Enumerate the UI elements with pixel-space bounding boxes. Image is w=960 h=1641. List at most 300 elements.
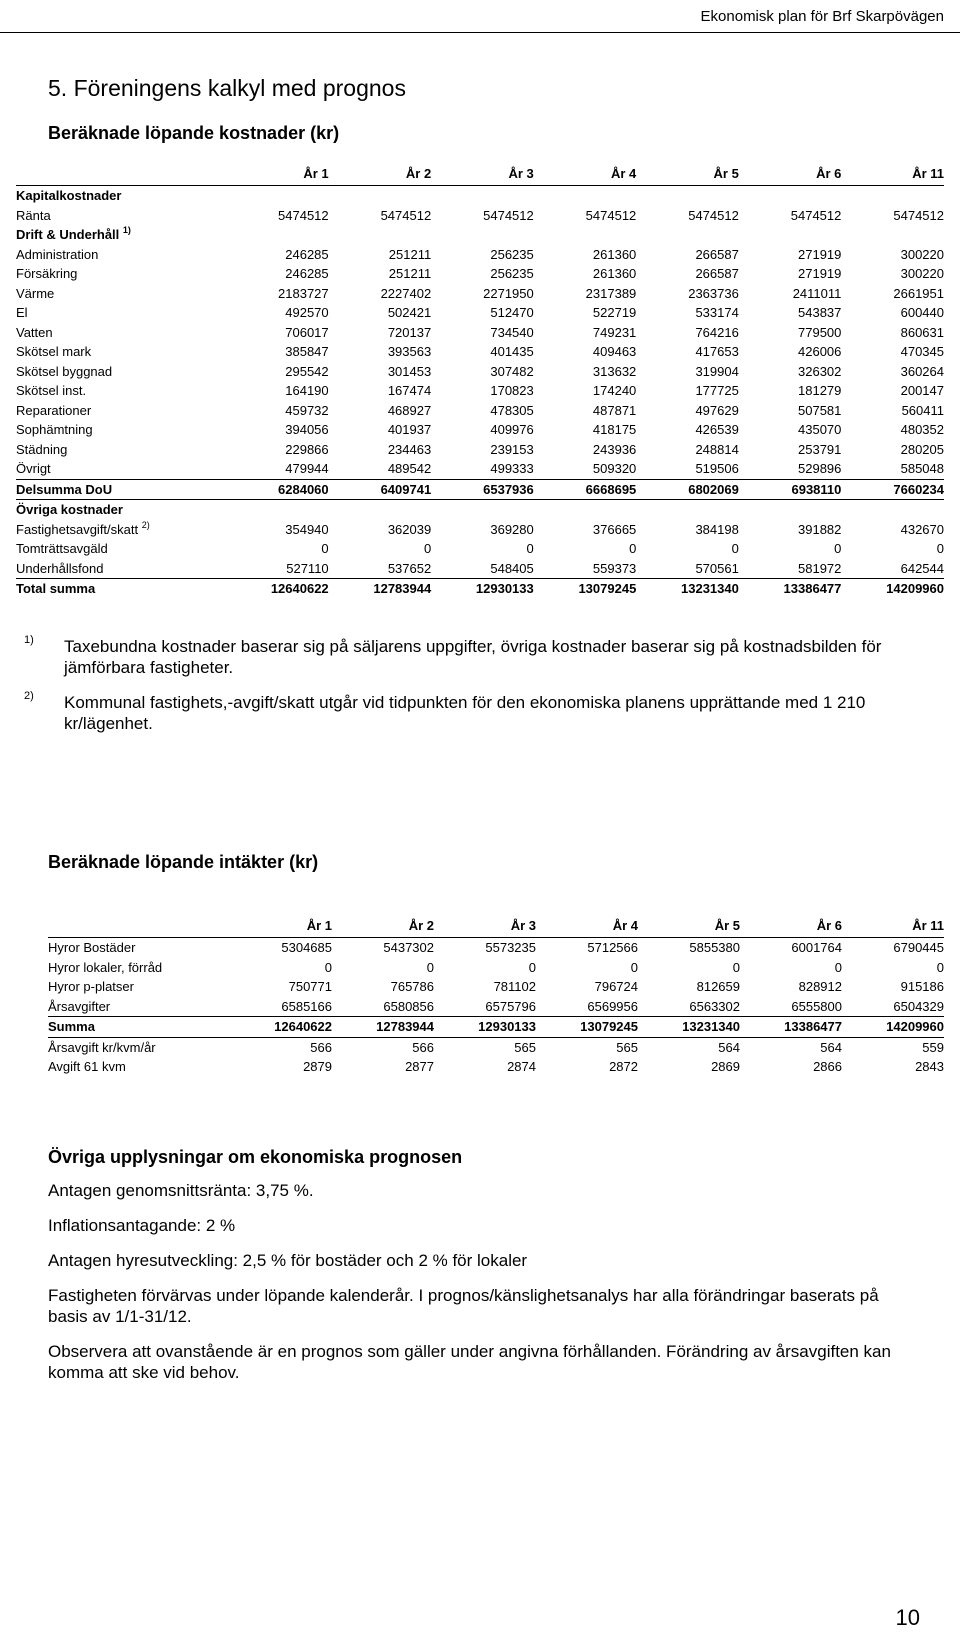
info-heading: Övriga upplysningar om ekonomiska prognosen — [48, 1147, 463, 1167]
info-paragraph: Fastigheten förvärvas under löpande kalenderår. I prognos/känslighetsanalys har alla förändringar baserats på basis av 1/1-31/12. — [48, 1286, 879, 1326]
income-cell: 0 — [834, 959, 842, 975]
costs-cell: 6938110 — [739, 479, 842, 500]
income-row-label-text: Avgift 61 kvm — [48, 1059, 126, 1074]
costs-cell: 581972 — [798, 560, 842, 576]
income-cell: 2866 — [813, 1059, 842, 1074]
costs-cell: 764216 — [695, 324, 739, 340]
costs-cell: 393563 — [387, 344, 432, 359]
income-row-label-text: Hyror p-platser — [48, 979, 134, 994]
income-header-blank — [48, 915, 230, 938]
costs-cell — [431, 500, 534, 520]
costs-cell: 266587 — [695, 246, 739, 262]
income-row-label-text: Hyror Bostäder — [48, 940, 136, 955]
costs-cell: 470345 — [900, 344, 944, 359]
costs-cell: 248814 — [695, 441, 739, 457]
costs-cell: 5474512 — [483, 207, 534, 223]
costs-cell — [431, 225, 534, 245]
costs-cell: 384198 — [695, 521, 739, 537]
income-cell: 796724 — [594, 979, 638, 994]
costs-cell — [534, 225, 637, 245]
income-column-header: År 2 — [332, 915, 434, 938]
costs-cell — [226, 186, 329, 206]
costs-cell: 537652 — [387, 560, 432, 576]
costs-cell: 487871 — [592, 402, 637, 418]
section-title: 5. Föreningens kalkyl med prognos — [48, 75, 406, 101]
costs-cell: 0 — [629, 541, 637, 556]
income-cell: 564 — [820, 1039, 842, 1055]
costs-cell — [841, 186, 944, 206]
costs-row-label-text: Värme — [16, 285, 55, 301]
costs-cell — [841, 225, 944, 245]
costs-cell: 394056 — [285, 422, 329, 437]
costs-cell: 0 — [423, 541, 432, 556]
costs-row-label — [16, 459, 226, 479]
costs-cell: 14209960 — [841, 579, 944, 599]
costs-cell: 360264 — [900, 363, 944, 379]
costs-cell: 560411 — [901, 402, 944, 418]
costs-cell: 369280 — [490, 521, 534, 537]
income-cell: 566 — [310, 1039, 332, 1055]
costs-cell — [841, 500, 944, 520]
costs-cell: 261360 — [592, 266, 637, 281]
costs-row — [16, 323, 944, 343]
costs-row-label-text: Reparationer — [16, 402, 92, 418]
costs-cell: 234463 — [387, 441, 432, 457]
costs-cell — [739, 500, 842, 520]
income-cell: 2869 — [711, 1059, 740, 1074]
costs-cell: 509320 — [592, 461, 637, 476]
income-row-label — [48, 1017, 230, 1038]
costs-cell: 0 — [936, 541, 944, 556]
costs-cell: 478305 — [490, 402, 534, 418]
costs-cell: 0 — [834, 541, 842, 556]
footnote-reference: 2) — [141, 519, 150, 530]
costs-cell: 256235 — [490, 266, 534, 281]
costs-cell: 432670 — [900, 521, 944, 537]
costs-cell: 174240 — [592, 383, 637, 398]
costs-cell: 426006 — [798, 344, 842, 359]
income-cell: 828912 — [798, 979, 842, 994]
costs-cell: 2183727 — [278, 285, 329, 301]
costs-row-label-text: Övriga kostnader — [16, 502, 123, 517]
costs-row — [16, 245, 944, 265]
costs-cell: 6284060 — [226, 479, 329, 500]
income-row — [48, 977, 944, 997]
income-cell: 5712566 — [587, 940, 638, 955]
income-cell: 6580856 — [383, 998, 434, 1014]
costs-row-label — [16, 362, 226, 382]
footnote — [24, 692, 924, 734]
costs-row-label — [16, 479, 226, 500]
income-cell: 0 — [324, 959, 332, 975]
costs-cell — [431, 186, 534, 206]
income-cell: 2877 — [405, 1059, 434, 1074]
costs-cell: 426539 — [695, 422, 739, 437]
costs-row — [16, 303, 944, 323]
costs-heading: Beräknade löpande kostnader (kr) — [48, 123, 340, 143]
costs-cell: 313632 — [592, 363, 637, 379]
income-cell: 13079245 — [536, 1017, 638, 1038]
costs-row — [16, 500, 944, 520]
income-cell: 2879 — [303, 1059, 332, 1074]
income-row-label-text: Hyror lokaler, förråd — [48, 959, 163, 975]
costs-cell: 5474512 — [278, 207, 329, 223]
costs-cell: 860631 — [900, 324, 944, 340]
income-cell: 6563302 — [689, 998, 740, 1014]
costs-cell: 251211 — [388, 246, 432, 262]
costs-header-blank — [16, 163, 226, 186]
costs-cell: 779500 — [798, 324, 842, 340]
costs-cell: 164190 — [285, 383, 329, 398]
footnote-marker: 1) — [24, 634, 34, 646]
costs-row-label-text: Administration — [16, 246, 99, 262]
costs-cell: 529896 — [798, 461, 842, 476]
income-row — [48, 997, 944, 1017]
costs-cell: 512470 — [490, 305, 534, 320]
costs-cell: 177725 — [695, 383, 739, 398]
costs-row-label — [16, 420, 226, 440]
costs-cell: 0 — [731, 541, 739, 556]
costs-row — [16, 440, 944, 460]
costs-cell: 2411011 — [792, 285, 842, 301]
costs-cell: 256235 — [490, 246, 534, 262]
income-row-label — [48, 1057, 230, 1077]
costs-cell: 533174 — [695, 305, 739, 320]
costs-cell: 720137 — [387, 324, 432, 340]
costs-row-label-text: Skötsel mark — [16, 344, 92, 359]
costs-row-label-text: Fastighetsavgift/skatt — [16, 521, 139, 537]
costs-cell: 489542 — [387, 461, 432, 476]
costs-row-label — [16, 264, 226, 284]
costs-cell: 253791 — [798, 441, 842, 457]
costs-row — [16, 520, 944, 540]
costs-cell: 261360 — [592, 246, 637, 262]
costs-row-label-text: Total summa — [16, 581, 96, 596]
info-paragraph: Observera att ovanstående är en prognos som gäller under angivna förhållanden. Förändring av årsavgiften kan komma att ske vid behov. — [48, 1342, 891, 1382]
income-cell: 6790445 — [893, 940, 944, 955]
costs-cell: 13231340 — [636, 579, 739, 599]
income-cell: 6585166 — [281, 998, 332, 1014]
costs-cell: 5474512 — [380, 207, 432, 223]
costs-column-header: År 6 — [739, 163, 842, 186]
income-cell: 6504329 — [893, 998, 944, 1014]
costs-row — [16, 381, 944, 401]
costs-cell: 181279 — [798, 383, 842, 398]
costs-row-label — [16, 323, 226, 343]
income-column-header: År 11 — [842, 915, 944, 938]
costs-cell: 300220 — [900, 246, 944, 262]
costs-header-row — [16, 163, 944, 186]
costs-row-label-text: Underhållsfond — [16, 560, 104, 576]
income-cell: 0 — [732, 959, 740, 975]
costs-row-label — [16, 225, 226, 245]
footnotes — [24, 636, 924, 748]
costs-row — [16, 479, 944, 500]
income-row — [48, 1017, 944, 1038]
costs-cell: 239153 — [490, 441, 534, 457]
costs-cell: 5474512 — [688, 207, 739, 223]
income-cell: 2843 — [915, 1059, 944, 1074]
income-cell: 565 — [616, 1039, 638, 1055]
costs-cell — [226, 500, 329, 520]
costs-cell: 251211 — [388, 266, 432, 281]
footnote — [24, 636, 924, 678]
costs-cell: 280205 — [900, 441, 944, 457]
income-cell: 6575796 — [485, 998, 536, 1014]
income-cell: 14209960 — [842, 1017, 944, 1038]
income-cell: 6555800 — [791, 998, 842, 1014]
costs-row — [16, 539, 944, 559]
costs-row-label-text: Skötsel byggnad — [16, 363, 113, 379]
costs-row-label — [16, 381, 226, 401]
costs-cell: 307482 — [490, 363, 534, 379]
costs-cell: 200147 — [900, 383, 944, 398]
footnote-text: Kommunal fastighets,-avgift/skatt utgår vid tidpunkten för den ekonomiska planens upprättande med 1 210 kr/lägenhet. — [64, 693, 866, 733]
costs-cell: 497629 — [695, 402, 739, 418]
costs-cell: 385847 — [285, 344, 329, 359]
costs-cell: 0 — [321, 541, 329, 556]
costs-cell: 468927 — [387, 402, 432, 418]
costs-cell — [739, 186, 842, 206]
income-header-row — [48, 915, 944, 938]
costs-cell: 417653 — [695, 344, 739, 359]
costs-cell: 2317389 — [585, 285, 637, 301]
costs-cell: 522719 — [592, 305, 637, 320]
costs-cell: 354940 — [285, 521, 329, 537]
costs-cell: 5474512 — [893, 207, 944, 223]
costs-column-header: År 3 — [431, 163, 534, 186]
costs-cell: 271919 — [798, 246, 842, 262]
costs-cell: 12783944 — [329, 579, 432, 599]
costs-cell: 246285 — [285, 266, 329, 281]
document-header-title: Ekonomisk plan för Brf Skarpövägen — [700, 8, 944, 25]
income-cell: 765786 — [390, 979, 434, 994]
costs-row-label-text: Ränta — [16, 207, 51, 223]
costs-cell: 376665 — [592, 521, 637, 537]
income-cell: 566 — [412, 1039, 434, 1055]
costs-cell: 585048 — [900, 461, 944, 476]
costs-row — [16, 459, 944, 479]
costs-row-label-text: Skötsel inst. — [16, 383, 87, 398]
costs-cell: 706017 — [285, 324, 329, 340]
costs-column-header: År 11 — [841, 163, 944, 186]
costs-cell: 543837 — [798, 305, 842, 320]
costs-cell: 6537936 — [431, 479, 534, 500]
income-cell: 565 — [514, 1039, 536, 1055]
costs-column-header: År 1 — [226, 163, 329, 186]
costs-cell: 300220 — [900, 266, 944, 281]
costs-row-label-text: Vatten — [16, 324, 53, 340]
costs-cell: 6668695 — [534, 479, 637, 500]
costs-row — [16, 342, 944, 362]
costs-row-label — [16, 559, 226, 579]
income-column-header: År 3 — [434, 915, 536, 938]
income-cell: 2874 — [507, 1059, 536, 1074]
costs-row — [16, 264, 944, 284]
costs-cell: 459732 — [285, 402, 329, 418]
income-row-label — [48, 938, 230, 958]
income-row-label-text: Årsavgift kr/kvm/år — [48, 1039, 156, 1055]
costs-cell: 271919 — [798, 266, 842, 281]
income-cell: 12783944 — [332, 1017, 434, 1038]
income-row-label — [48, 1037, 230, 1057]
income-row — [48, 1037, 944, 1057]
costs-column-header: År 2 — [329, 163, 432, 186]
costs-cell — [226, 225, 329, 245]
costs-cell: 12930133 — [431, 579, 534, 599]
costs-row-label — [16, 342, 226, 362]
costs-row-label-text: Försäkring — [16, 266, 78, 281]
costs-cell — [329, 225, 432, 245]
costs-cell — [636, 225, 739, 245]
costs-cell: 12640622 — [226, 579, 329, 599]
income-cell: 0 — [936, 959, 944, 975]
costs-row — [16, 420, 944, 440]
income-cell: 5437302 — [383, 940, 434, 955]
costs-row — [16, 206, 944, 226]
costs-cell — [739, 225, 842, 245]
income-row — [48, 938, 944, 958]
costs-row — [16, 579, 944, 599]
costs-cell: 600440 — [900, 305, 944, 320]
info-paragraph: Inflationsantagande: 2 % — [48, 1216, 236, 1235]
info-section — [48, 1147, 908, 1397]
costs-row-label-text: Drift & Underhåll — [16, 227, 120, 242]
costs-cell — [636, 500, 739, 520]
costs-cell: 480352 — [900, 422, 944, 437]
costs-cell: 5474512 — [585, 207, 637, 223]
costs-table — [16, 163, 944, 599]
income-cell: 812659 — [696, 979, 740, 994]
costs-row-label-text: Tomträttsavgäld — [16, 541, 108, 556]
costs-row-label-text: Städning — [16, 441, 68, 457]
income-cell: 915186 — [900, 979, 944, 994]
income-cell: 750771 — [288, 979, 332, 994]
costs-cell: 170823 — [490, 383, 534, 398]
income-cell: 13386477 — [740, 1017, 842, 1038]
costs-cell — [329, 186, 432, 206]
costs-cell — [636, 186, 739, 206]
costs-cell: 243936 — [592, 441, 637, 457]
costs-cell: 2227402 — [380, 285, 432, 301]
costs-cell: 401937 — [387, 422, 432, 437]
income-cell: 6001764 — [791, 940, 842, 955]
costs-row-label — [16, 245, 226, 265]
income-cell: 0 — [630, 959, 638, 975]
costs-cell: 266587 — [695, 266, 739, 281]
costs-cell: 642544 — [900, 560, 944, 576]
income-heading: Beräknade löpande intäkter (kr) — [48, 852, 319, 872]
costs-cell: 409976 — [490, 422, 534, 437]
costs-cell: 479944 — [285, 461, 329, 476]
income-column-header: År 5 — [638, 915, 740, 938]
costs-cell: 2271950 — [483, 285, 534, 301]
costs-cell: 295542 — [285, 363, 329, 379]
costs-cell: 2661951 — [893, 285, 944, 301]
income-row-label — [48, 977, 230, 997]
income-cell: 5304685 — [281, 940, 332, 955]
income-cell: 5573235 — [485, 940, 536, 955]
costs-cell: 13079245 — [534, 579, 637, 599]
costs-row-label — [16, 401, 226, 421]
costs-row-label — [16, 539, 226, 559]
costs-cell: 13386477 — [739, 579, 842, 599]
income-cell: 564 — [718, 1039, 740, 1055]
costs-cell: 6409741 — [329, 479, 432, 500]
costs-row-label — [16, 579, 226, 599]
income-row-label — [48, 958, 230, 978]
income-cell: 0 — [426, 959, 434, 975]
costs-row-label-text: Sophämtning — [16, 422, 93, 437]
income-row-label — [48, 997, 230, 1017]
costs-row — [16, 401, 944, 421]
costs-row-label — [16, 186, 226, 206]
income-column-header: År 1 — [230, 915, 332, 938]
costs-cell: 5474512 — [790, 207, 842, 223]
costs-cell: 391882 — [798, 521, 842, 537]
costs-cell: 435070 — [798, 422, 842, 437]
costs-row — [16, 362, 944, 382]
income-table — [48, 915, 944, 1077]
income-column-header: År 6 — [740, 915, 842, 938]
costs-cell: 229866 — [285, 441, 329, 457]
costs-cell: 6802069 — [636, 479, 739, 500]
costs-cell: 409463 — [592, 344, 637, 359]
costs-cell: 401435 — [490, 344, 534, 359]
income-cell: 5855380 — [689, 940, 740, 955]
costs-column-header: År 4 — [534, 163, 637, 186]
costs-cell: 749231 — [592, 324, 637, 340]
costs-cell: 362039 — [387, 521, 432, 537]
costs-row-label-text: El — [16, 305, 28, 320]
costs-cell — [534, 500, 637, 520]
costs-cell: 492570 — [285, 305, 329, 320]
costs-cell: 499333 — [490, 461, 534, 476]
costs-cell: 734540 — [490, 324, 534, 340]
costs-row-label — [16, 440, 226, 460]
income-row-label-text: Årsavgifter — [48, 998, 111, 1014]
income-cell: 559 — [922, 1039, 944, 1055]
income-cell: 12640622 — [230, 1017, 332, 1038]
costs-row — [16, 559, 944, 579]
costs-row — [16, 225, 944, 245]
costs-cell: 246285 — [285, 246, 329, 262]
header-divider — [0, 32, 960, 33]
costs-cell: 527110 — [286, 560, 329, 576]
costs-row-label — [16, 206, 226, 226]
income-row — [48, 1057, 944, 1077]
info-paragraph: Antagen hyresutveckling: 2,5 % för bostäder och 2 % för lokaler — [48, 1251, 528, 1270]
costs-cell: 2363736 — [688, 285, 739, 301]
costs-cell: 167474 — [387, 383, 432, 398]
income-cell: 0 — [528, 959, 536, 975]
costs-row — [16, 284, 944, 304]
income-cell: 2872 — [609, 1059, 638, 1074]
costs-cell: 507581 — [798, 402, 842, 418]
costs-cell — [329, 500, 432, 520]
costs-row-label — [16, 284, 226, 304]
info-paragraph: Antagen genomsnittsränta: 3,75 %. — [48, 1181, 314, 1200]
income-cell: 12930133 — [434, 1017, 536, 1038]
page-number: 10 — [895, 1605, 920, 1630]
costs-column-header: År 5 — [636, 163, 739, 186]
costs-cell: 519506 — [695, 461, 739, 476]
income-column-header: År 4 — [536, 915, 638, 938]
costs-cell — [534, 186, 637, 206]
costs-cell: 326302 — [798, 363, 842, 379]
income-cell: 6569956 — [587, 998, 638, 1014]
costs-cell: 559373 — [592, 560, 637, 576]
